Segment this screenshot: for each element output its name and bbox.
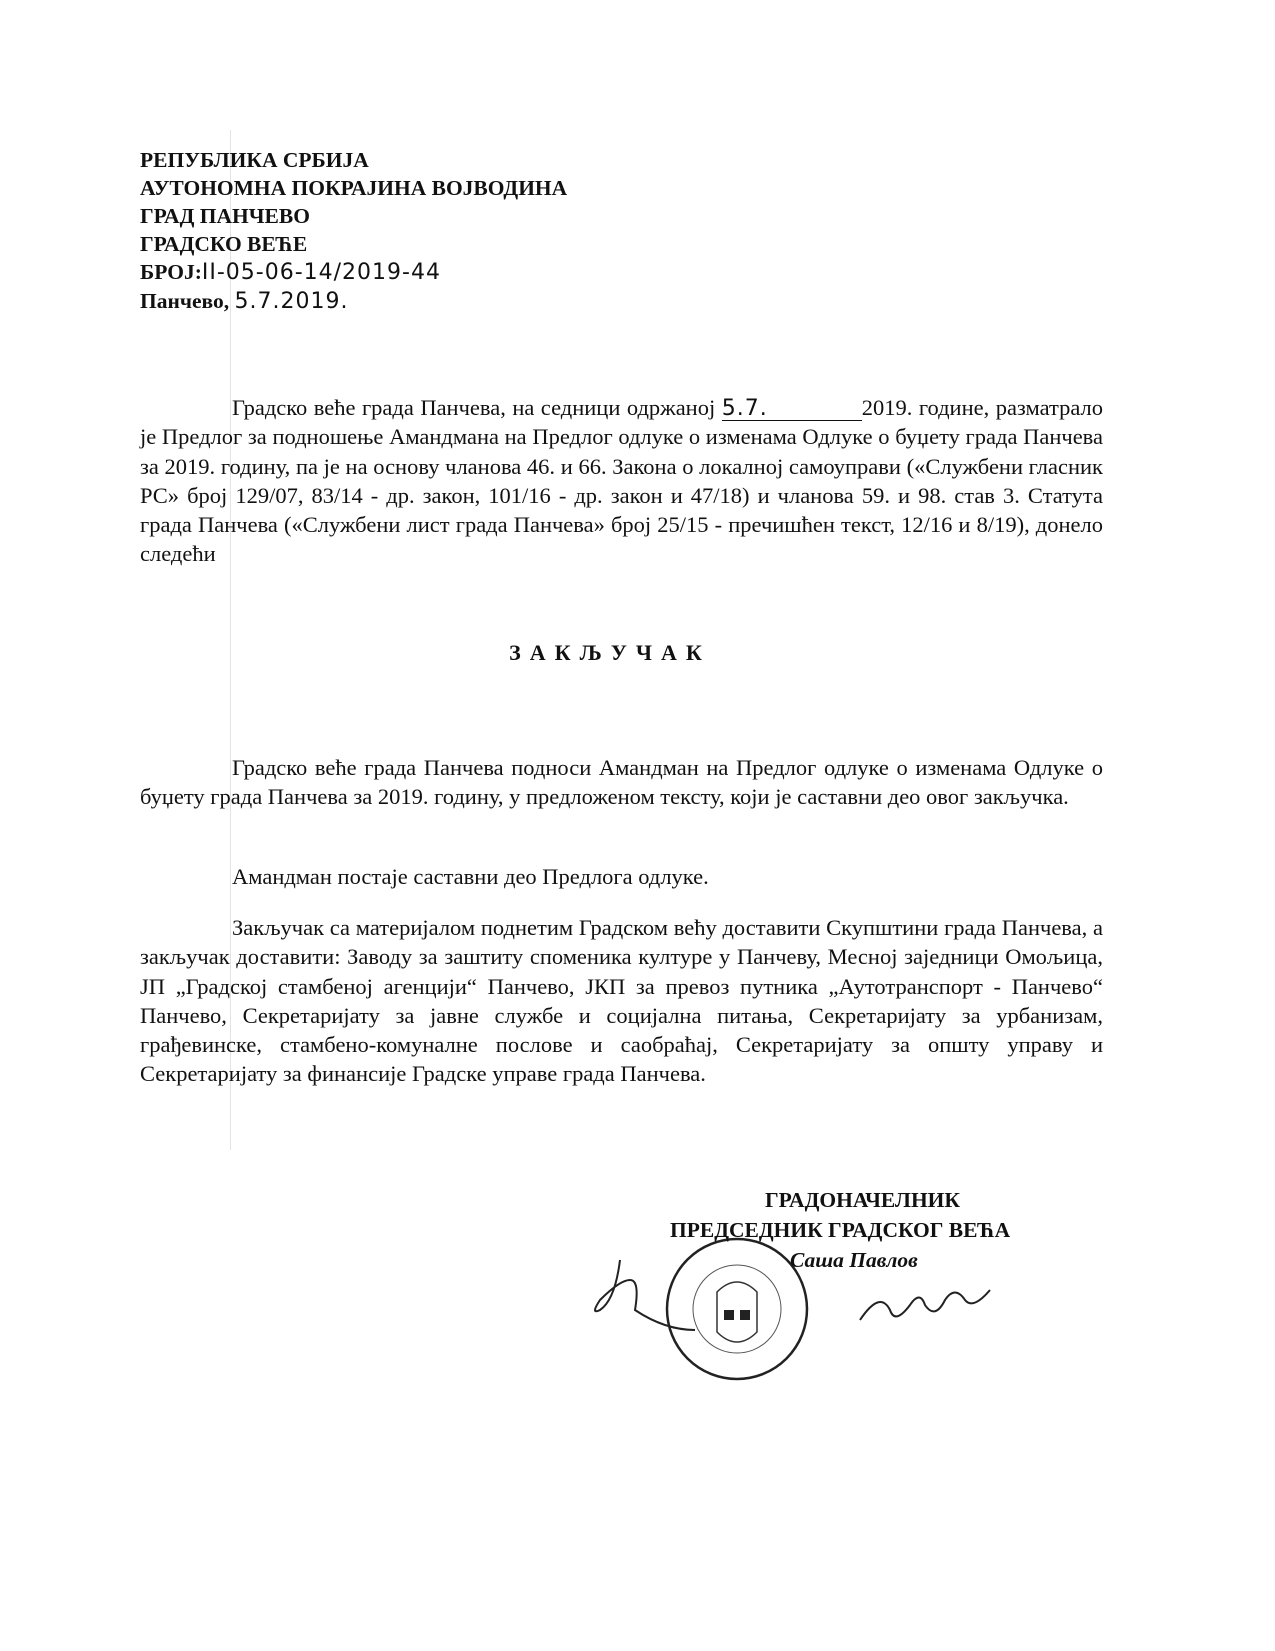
handwritten-date: 5.7.2019. xyxy=(234,289,349,314)
header-province: АУТОНОМНА ПОКРАЈИНА ВОЈВОДИНА xyxy=(140,176,568,200)
header-city: ГРАД ПАНЧЕВО xyxy=(140,204,310,228)
handwritten-number: II-05-06-14/2019-44 xyxy=(201,260,441,285)
handwritten-signature xyxy=(590,1240,1010,1350)
body-paragraph-3: Закључак са материјалом поднетим Градском већу доставити Скупштини града Панчева, а закључак доставити: Заводу за заштиту споменика културе у Панчеву, Месној заједници Омољица, ЈП „Градској стамбеној агенцији“ Панчево, ЈКП за превоз путника „Аутотранспорт - Панчево“ Панчево, Секретаријату за јавне службе и социјална питања, Секретаријату за урбанизам, грађевинске, стамбено-комуналне послове и саобраћај, Секретаријату за општу управу и Секретаријату за финансије Градске управе града Панчева. xyxy=(140,915,1103,1087)
document-header xyxy=(140,146,567,316)
signature-title-president: ПРЕДСЕДНИК ГРАДСКОГ ВЕЋА xyxy=(670,1218,1011,1242)
body-paragraph-2: Амандман постаје саставни део Предлога одлуке. xyxy=(232,864,709,889)
body-paragraph-1: Градско веће града Панчева подноси Амандман на Предлог одлуке о изменама Одлуке о буџету града Панчева за 2019. годину, у предложеном тексту, који је саставни део овог закључка. xyxy=(140,755,1103,810)
session-date-field: 5.7. xyxy=(722,398,862,421)
header-council: ГРАДСКО ВЕЋЕ xyxy=(140,232,308,256)
document-title: ЗАКЉУЧАК xyxy=(509,640,711,665)
header-number: БРОЈ:II-05-06-14/2019-44 xyxy=(140,260,441,285)
intro-paragraph: Градско веће града Панчева, на седници одржаној 5.7. 2019. године, разматрало је Предлог за подношење Амандмана на Предлог одлуке о изменама Одлуке о буџету града Панчева за 2019. годину, па је на основу чланова 46. и 66. Закона о локалној самоуправи («Службени гласник РС» број 129/07, 83/14 - др. закон, 101/16 - др. закон и 47/18) и чланова 59. и 98. став 3. Статута града Панчева («Службени лист града Панчева» број 25/15 - пречишћен текст, 12/16 и 8/19), донело следећи xyxy=(140,395,1104,567)
header-place-date: Панчево, 5.7.2019. xyxy=(140,289,349,314)
signature-title-mayor: ГРАДОНАЧЕЛНИК xyxy=(765,1188,960,1212)
signatory-name: Саша Павлов xyxy=(790,1248,918,1272)
header-republic: РЕПУБЛИКА СРБИЈА xyxy=(140,148,369,172)
